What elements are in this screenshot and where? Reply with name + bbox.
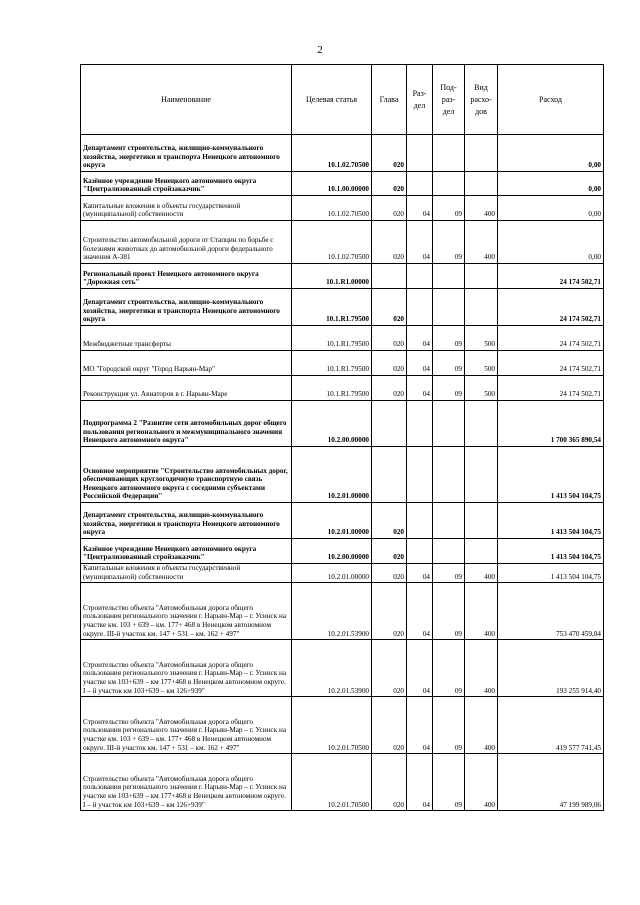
cell-chief: 020 [372, 289, 407, 326]
header-subsection: Под- раз- дел [433, 65, 465, 135]
cell-expense-type [465, 264, 498, 289]
cell-expense-type: 400 [465, 564, 498, 583]
cell-chief: 020 [372, 196, 407, 221]
cell-name: Департамент строительства, жилищно-коммунального хозяйства, энергетики и транспорта Ненецкого автономного округа [81, 289, 292, 326]
cell-target: 10.2.01.70500 [292, 697, 372, 754]
cell-target: 10.1.R1.79500 [292, 326, 372, 351]
cell-chief: 020 [372, 640, 407, 697]
cell-target: 10.2.00.00000 [292, 401, 372, 447]
cell-subsection [433, 539, 465, 564]
cell-section: 04 [407, 564, 433, 583]
cell-name: МО "Городской округ "Город Нарьян-Мар" [81, 351, 292, 376]
cell-section [407, 401, 433, 447]
cell-name: Межбюджетные трансферты [81, 326, 292, 351]
cell-expense-type: 400 [465, 697, 498, 754]
cell-amount: 1 413 504 104,75 [498, 447, 604, 503]
header-expense-type: Вид расхо- дов [465, 65, 498, 135]
cell-name: Капитальные вложения в объекты государственной (муниципальной) собственности [81, 196, 292, 221]
cell-section: 04 [407, 196, 433, 221]
cell-expense-type: 400 [465, 221, 498, 264]
cell-target: 10.1.02.70500 [292, 221, 372, 264]
cell-section [407, 172, 433, 196]
cell-section: 04 [407, 583, 433, 640]
cell-expense-type [465, 447, 498, 503]
page-number: 2 [317, 44, 323, 56]
table-header-row [81, 65, 604, 135]
cell-name: Строительство объекта "Автомобильная дорога общего пользования регионального значения г. Нарьян-Мар – г. Усинск на участке км. 103 + 639 – км. 177+ 468 в Ненецком автономном округе. III-й участок км. 147 + 531 – км. 162 + 497" [81, 583, 292, 640]
cell-chief: 020 [372, 503, 407, 539]
header-chief: Глава [372, 65, 407, 135]
table-row [81, 376, 604, 401]
cell-expense-type: 400 [465, 754, 498, 811]
cell-expense-type: 400 [465, 640, 498, 697]
cell-expense-type: 400 [465, 196, 498, 221]
cell-subsection: 09 [433, 376, 465, 401]
cell-target: 10.1.00.00000 [292, 172, 372, 196]
cell-name: Казённое учреждение Ненецкого автономного округа "Централизованный стройзаказчик" [81, 539, 292, 564]
cell-chief: 020 [372, 583, 407, 640]
cell-section: 04 [407, 697, 433, 754]
cell-name: Казённое учреждение Ненецкого автономного округа "Централизованный стройзаказчик" [81, 172, 292, 196]
cell-amount: 0,00 [498, 172, 604, 196]
cell-target: 10.2.01.00000 [292, 503, 372, 539]
cell-section [407, 289, 433, 326]
cell-target: 10.2.01.53900 [292, 640, 372, 697]
table-row [81, 289, 604, 326]
cell-subsection [433, 447, 465, 503]
cell-section: 04 [407, 221, 433, 264]
table-row [81, 754, 604, 811]
cell-name: Реконструкция ул. Авиаторов в г. Нарьян-Маре [81, 376, 292, 401]
table-row [81, 640, 604, 697]
cell-name: Строительство объекта "Автомобильная дорога общего пользования регионального значения г. Нарьян-Мар – г. Усинск на участке км. 103 + 639 – км. 177+ 468 в Ненецком автономном округе. III-й участок км. 147 + 531 – км. 162 + 497" [81, 697, 292, 754]
cell-amount: 24 174 502,71 [498, 376, 604, 401]
table-row [81, 401, 604, 447]
cell-amount: 0,00 [498, 135, 604, 172]
cell-amount: 753 470 459,84 [498, 583, 604, 640]
cell-chief: 020 [372, 351, 407, 376]
cell-target: 10.1.02.70500 [292, 135, 372, 172]
cell-expense-type [465, 289, 498, 326]
header-name: Наименование [81, 65, 292, 135]
cell-target: 10.1.R1.00000 [292, 264, 372, 289]
cell-section: 04 [407, 351, 433, 376]
table-row [81, 351, 604, 376]
cell-chief: 020 [372, 135, 407, 172]
cell-target: 10.1.R1.79500 [292, 376, 372, 401]
cell-amount: 0,00 [498, 196, 604, 221]
cell-amount: 47 199 989,06 [498, 754, 604, 811]
cell-section [407, 447, 433, 503]
cell-section [407, 135, 433, 172]
cell-section [407, 264, 433, 289]
cell-name: Подпрограмма 2 "Развитие сети автомобильных дорог общего пользования регионального и межмуниципального значения Ненецкого автономного округа" [81, 401, 292, 447]
cell-subsection: 09 [433, 351, 465, 376]
cell-amount: 24 174 502,71 [498, 351, 604, 376]
cell-name: Строительство автомобильной дороги от Стапцин по борьбе с болезнями животных до автомобильной дороги федерального значения А-381 [81, 221, 292, 264]
cell-expense-type: 400 [465, 583, 498, 640]
cell-amount: 24 174 502,71 [498, 326, 604, 351]
table-row [81, 583, 604, 640]
cell-subsection: 09 [433, 640, 465, 697]
cell-chief: 020 [372, 221, 407, 264]
cell-chief: 020 [372, 697, 407, 754]
cell-amount: 24 174 502,71 [498, 264, 604, 289]
cell-target: 10.1.R1.79500 [292, 351, 372, 376]
cell-section: 04 [407, 640, 433, 697]
cell-expense-type [465, 503, 498, 539]
cell-chief [372, 447, 407, 503]
table-row [81, 503, 604, 539]
cell-subsection [433, 172, 465, 196]
cell-chief: 020 [372, 376, 407, 401]
table-row [81, 447, 604, 503]
budget-table [80, 64, 604, 811]
cell-section: 04 [407, 376, 433, 401]
cell-section [407, 503, 433, 539]
cell-chief [372, 401, 407, 447]
cell-amount: 24 174 502,71 [498, 289, 604, 326]
cell-expense-type: 500 [465, 351, 498, 376]
cell-subsection: 09 [433, 697, 465, 754]
cell-name: Региональный проект Ненецкого автономного округа "Дорожная сеть" [81, 264, 292, 289]
cell-amount: 1 700 365 890,54 [498, 401, 604, 447]
cell-amount: 1 413 504 104,75 [498, 539, 604, 564]
cell-chief: 020 [372, 326, 407, 351]
table-row [81, 135, 604, 172]
cell-subsection: 09 [433, 326, 465, 351]
cell-target: 10.1.02.70500 [292, 196, 372, 221]
cell-chief: 020 [372, 754, 407, 811]
table-row [81, 697, 604, 754]
cell-section [407, 539, 433, 564]
cell-target: 10.2.01.00000 [292, 564, 372, 583]
table-row [81, 172, 604, 196]
header-target: Целевая статья [292, 65, 372, 135]
cell-name: Строительство объекта "Автомобильная дорога общего пользования регионального значения г. Нарьян-Мар – г. Усинск на участке км 103+639 – км 177+468 в Ненецком автономном округе. I – й участок км 103+639 – км 126+939" [81, 640, 292, 697]
cell-expense-type: 500 [465, 326, 498, 351]
cell-target: 10.2.01.00000 [292, 447, 372, 503]
cell-subsection: 09 [433, 564, 465, 583]
cell-expense-type [465, 539, 498, 564]
cell-subsection [433, 135, 465, 172]
cell-target: 10.2.01.70500 [292, 754, 372, 811]
cell-subsection: 09 [433, 221, 465, 264]
cell-name: Строительство объекта "Автомобильная дорога общего пользования регионального значения г. Нарьян-Мар – г. Усинск на участке км 103+639 – км 177+468 в Ненецком автономном округе. I – й участок км 103+639 – км 126+939" [81, 754, 292, 811]
header-section: Раз- дел [407, 65, 433, 135]
cell-target: 10.1.R1.79500 [292, 289, 372, 326]
cell-amount: 1 413 504 104,75 [498, 503, 604, 539]
cell-amount: 193 255 914,40 [498, 640, 604, 697]
cell-target: 10.2.00.00000 [292, 539, 372, 564]
cell-subsection [433, 289, 465, 326]
cell-subsection: 09 [433, 196, 465, 221]
table-row [81, 196, 604, 221]
cell-amount: 0,00 [498, 221, 604, 264]
table-row [81, 221, 604, 264]
cell-chief: 020 [372, 172, 407, 196]
cell-chief: 020 [372, 539, 407, 564]
table-row [81, 539, 604, 564]
cell-target: 10.2.01.53900 [292, 583, 372, 640]
cell-amount: 1 413 504 104,75 [498, 564, 604, 583]
cell-name: Капитальные вложения в объекты государственной (муниципальной) собственности [81, 564, 292, 583]
cell-subsection [433, 401, 465, 447]
cell-subsection: 09 [433, 583, 465, 640]
cell-section: 04 [407, 326, 433, 351]
cell-subsection: 09 [433, 754, 465, 811]
header-amount: Расход [498, 65, 604, 135]
table-body [81, 135, 604, 811]
cell-chief [372, 264, 407, 289]
cell-subsection [433, 264, 465, 289]
cell-expense-type: 500 [465, 376, 498, 401]
cell-chief: 020 [372, 564, 407, 583]
cell-amount: 419 577 741,45 [498, 697, 604, 754]
cell-name: Основное мероприятие "Строительство автомобильных дорог, обеспечивающих круглогодичную транспортную связь Ненецкого автономного округа с соседними субъектами Российской Федерации" [81, 447, 292, 503]
cell-name: Департамент строительства, жилищно-коммунального хозяйства, энергетики и транспорта Ненецкого автономного округа [81, 135, 292, 172]
table-row [81, 564, 604, 583]
cell-expense-type [465, 135, 498, 172]
cell-subsection [433, 503, 465, 539]
table-row [81, 326, 604, 351]
table-row [81, 264, 604, 289]
cell-name: Департамент строительства, жилищно-коммунального хозяйства, энергетики и транспорта Ненецкого автономного округа [81, 503, 292, 539]
cell-section: 04 [407, 754, 433, 811]
cell-expense-type [465, 172, 498, 196]
cell-expense-type [465, 401, 498, 447]
